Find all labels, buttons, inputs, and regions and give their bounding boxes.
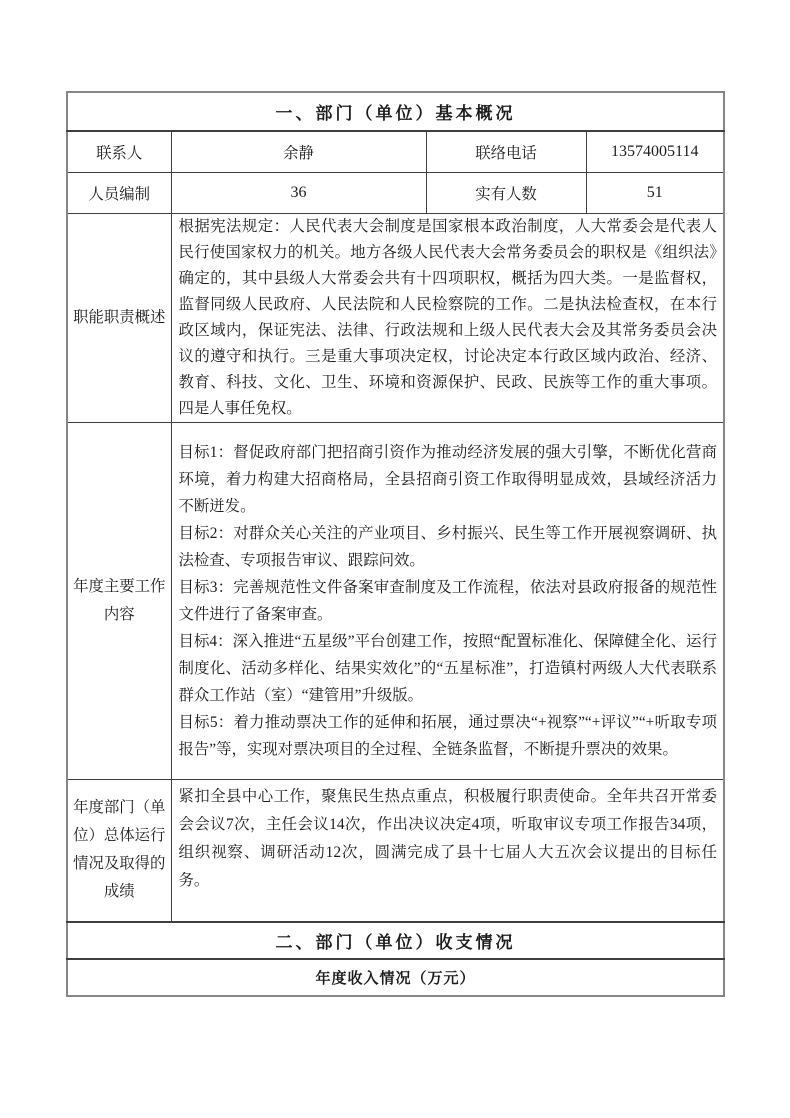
work-label: 年度主要工作内容 xyxy=(67,422,171,779)
performance-label: 年度部门（单位）总体运行情况及取得的成绩 xyxy=(67,779,171,922)
work-goal-3: 目标3：完善规范性文件备案审查制度及工作流程，依法对县政府报备的规范性文件进行了备案审查。 xyxy=(178,578,717,623)
report-table xyxy=(66,91,725,997)
section1-title-row xyxy=(67,92,724,131)
contact-value: 余静 xyxy=(171,131,426,172)
income-header-row xyxy=(67,959,724,996)
section2-title: 二、部门（单位）收支情况 xyxy=(67,922,724,959)
performance-content: 紧扣全县中心工作，聚焦民生热点重点，积极履行职责使命。全年共召开常委会会议7次，主任会议14次，作出决议决定4项，听取审议专项工作报告34项，组织视察、调研活动12次，圆满完成了县十七届人大五次会议提出的目标任务。 xyxy=(171,779,724,922)
duty-row xyxy=(67,213,724,422)
work-goal-2: 目标2：对群众关心关注的产业项目、乡村振兴、民生等工作开展视察调研、执法检查、专项报告审议、跟踪问效。 xyxy=(178,524,717,569)
work-content xyxy=(171,422,724,779)
income-header: 年度收入情况（万元） xyxy=(67,959,724,996)
staffing-value: 36 xyxy=(171,172,426,213)
phone-label: 联络电话 xyxy=(426,131,586,172)
staffing-label: 人员编制 xyxy=(67,172,171,213)
duty-content: 根据宪法规定：人民代表大会制度是国家根本政治制度，人大常委会是代表人民行使国家权力的机关。地方各级人民代表大会常务委员会的职权是《组织法》确定的，其中县级人大常委会共有十四项职权，概括为四大类。一是监督权，监督同级人民政府、人民法院和人民检察院的工作。二是执法检查权，在本行政区域内，保证宪法、法律、行政法规和上级人民代表大会及其常务委员会决议的遵守和执行。三是重大事项决定权，讨论决定本行政区域内政治、经济、教育、科技、文化、卫生、环境和资源保护、民政、民族等工作的重大事项。四是人事任免权。 xyxy=(171,213,724,422)
staffing-row xyxy=(67,172,724,213)
actual-staff-value: 51 xyxy=(586,172,724,213)
duty-label: 职能职责概述 xyxy=(67,213,171,422)
section2-title-row xyxy=(67,922,724,959)
actual-staff-label: 实有人数 xyxy=(426,172,586,213)
work-goal-1: 目标1：督促政府部门把招商引资作为推动经济发展的强大引擎，不断优化营商环境，着力构建大招商格局，全县招商引资工作取得明显成效，县域经济活力不断迸发。 xyxy=(178,443,717,515)
contact-row xyxy=(67,131,724,172)
section1-title: 一、部门（单位）基本概况 xyxy=(67,92,724,131)
phone-value: 13574005114 xyxy=(586,131,724,172)
performance-row xyxy=(67,779,724,922)
contact-label: 联系人 xyxy=(67,131,171,172)
work-row xyxy=(67,422,724,779)
work-goal-5: 目标5：着力推动票决工作的延伸和拓展，通过票决“+视察”“+评议”“+听取专项报告”等，实现对票决项目的全过程、全链条监督，不断提升票决的效果。 xyxy=(178,713,717,758)
work-goal-4: 目标4：深入推进“五星级”平台创建工作，按照“配置标准化、保障健全化、运行制度化、活动多样化、结果实效化”的“五星标准”，打造镇村两级人大代表联系群众工作站（室）“建管用”升级版。 xyxy=(178,632,717,704)
